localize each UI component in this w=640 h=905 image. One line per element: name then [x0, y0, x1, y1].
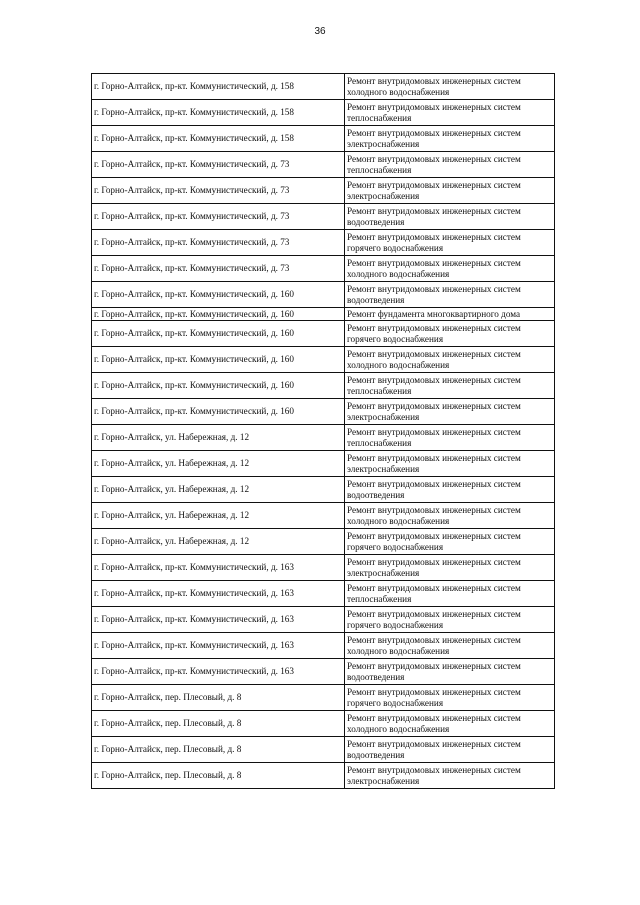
table-row [92, 477, 555, 503]
address-cell: г. Горно-Алтайск, пр-кт. Коммунистический, д. 163 [92, 607, 345, 633]
table-row [92, 685, 555, 711]
work-type-cell: Ремонт внутридомовых инженерных систем холодного водоснабжения [345, 711, 555, 737]
table-row [92, 282, 555, 308]
address-cell: г. Горно-Алтайск, ул. Набережная, д. 12 [92, 503, 345, 529]
table-row [92, 581, 555, 607]
work-type-cell: Ремонт внутридомовых инженерных систем теплоснабжения [345, 152, 555, 178]
address-cell: г. Горно-Алтайск, пр-кт. Коммунистический, д. 73 [92, 256, 345, 282]
work-type-cell: Ремонт внутридомовых инженерных систем электроснабжения [345, 399, 555, 425]
address-cell: г. Горно-Алтайск, пр-кт. Коммунистический, д. 160 [92, 347, 345, 373]
table-row [92, 178, 555, 204]
work-type-cell: Ремонт внутридомовых инженерных систем водоотведения [345, 204, 555, 230]
table-row [92, 737, 555, 763]
address-cell: г. Горно-Алтайск, пер. Плесовый, д. 8 [92, 763, 345, 789]
work-type-cell: Ремонт внутридомовых инженерных систем теплоснабжения [345, 100, 555, 126]
table-row [92, 373, 555, 399]
work-type-cell: Ремонт внутридомовых инженерных систем горячего водоснабжения [345, 321, 555, 347]
address-cell: г. Горно-Алтайск, ул. Набережная, д. 12 [92, 529, 345, 555]
address-cell: г. Горно-Алтайск, пр-кт. Коммунистический, д. 73 [92, 152, 345, 178]
work-type-cell: Ремонт внутридомовых инженерных систем холодного водоснабжения [345, 503, 555, 529]
work-type-cell: Ремонт внутридомовых инженерных систем электроснабжения [345, 126, 555, 152]
work-type-cell: Ремонт внутридомовых инженерных систем водоотведения [345, 737, 555, 763]
work-type-cell: Ремонт внутридомовых инженерных систем теплоснабжения [345, 581, 555, 607]
work-type-cell: Ремонт внутридомовых инженерных систем холодного водоснабжения [345, 256, 555, 282]
table-row [92, 503, 555, 529]
address-cell: г. Горно-Алтайск, пр-кт. Коммунистический, д. 163 [92, 659, 345, 685]
table-row [92, 399, 555, 425]
table-row [92, 763, 555, 789]
work-type-cell: Ремонт внутридомовых инженерных систем горячего водоснабжения [345, 607, 555, 633]
work-type-cell: Ремонт внутридомовых инженерных систем холодного водоснабжения [345, 347, 555, 373]
work-type-cell: Ремонт внутридомовых инженерных систем электроснабжения [345, 178, 555, 204]
work-type-cell: Ремонт внутридомовых инженерных систем холодного водоснабжения [345, 633, 555, 659]
table-row [92, 308, 555, 321]
address-cell: г. Горно-Алтайск, пр-кт. Коммунистический, д. 160 [92, 373, 345, 399]
address-cell: г. Горно-Алтайск, пр-кт. Коммунистический, д. 160 [92, 321, 345, 347]
table-row [92, 100, 555, 126]
address-cell: г. Горно-Алтайск, пр-кт. Коммунистический, д. 160 [92, 399, 345, 425]
work-type-cell: Ремонт фундамента многоквартирного дома [345, 308, 555, 321]
works-table [91, 73, 555, 789]
table-row [92, 555, 555, 581]
table-row [92, 659, 555, 685]
page-number: 36 [314, 26, 326, 37]
address-cell: г. Горно-Алтайск, пр-кт. Коммунистический, д. 163 [92, 555, 345, 581]
table-row [92, 711, 555, 737]
work-type-cell: Ремонт внутридомовых инженерных систем холодного водоснабжения [345, 74, 555, 100]
table-row [92, 126, 555, 152]
table-row [92, 204, 555, 230]
work-type-cell: Ремонт внутридомовых инженерных систем электроснабжения [345, 451, 555, 477]
table-row [92, 633, 555, 659]
work-type-cell: Ремонт внутридомовых инженерных систем водоотведения [345, 282, 555, 308]
address-cell: г. Горно-Алтайск, пр-кт. Коммунистический, д. 158 [92, 126, 345, 152]
address-cell: г. Горно-Алтайск, пр-кт. Коммунистический, д. 163 [92, 633, 345, 659]
address-cell: г. Горно-Алтайск, ул. Набережная, д. 12 [92, 477, 345, 503]
table-row [92, 152, 555, 178]
address-cell: г. Горно-Алтайск, пр-кт. Коммунистический, д. 160 [92, 282, 345, 308]
address-cell: г. Горно-Алтайск, ул. Набережная, д. 12 [92, 451, 345, 477]
address-cell: г. Горно-Алтайск, пр-кт. Коммунистический, д. 73 [92, 204, 345, 230]
work-type-cell: Ремонт внутридомовых инженерных систем теплоснабжения [345, 425, 555, 451]
work-type-cell: Ремонт внутридомовых инженерных систем электроснабжения [345, 555, 555, 581]
table-row [92, 74, 555, 100]
address-cell: г. Горно-Алтайск, пр-кт. Коммунистический, д. 158 [92, 74, 345, 100]
address-cell: г. Горно-Алтайск, пер. Плесовый, д. 8 [92, 711, 345, 737]
work-type-cell: Ремонт внутридомовых инженерных систем электроснабжения [345, 763, 555, 789]
table-row [92, 451, 555, 477]
address-cell: г. Горно-Алтайск, пер. Плесовый, д. 8 [92, 737, 345, 763]
address-cell: г. Горно-Алтайск, пр-кт. Коммунистический, д. 160 [92, 308, 345, 321]
address-cell: г. Горно-Алтайск, пер. Плесовый, д. 8 [92, 685, 345, 711]
address-cell: г. Горно-Алтайск, пр-кт. Коммунистический, д. 163 [92, 581, 345, 607]
table-row [92, 425, 555, 451]
table-row [92, 529, 555, 555]
table-row [92, 256, 555, 282]
work-type-cell: Ремонт внутридомовых инженерных систем теплоснабжения [345, 373, 555, 399]
works-table-body [92, 74, 555, 789]
work-type-cell: Ремонт внутридомовых инженерных систем водоотведения [345, 659, 555, 685]
work-type-cell: Ремонт внутридомовых инженерных систем водоотведения [345, 477, 555, 503]
work-type-cell: Ремонт внутридомовых инженерных систем горячего водоснабжения [345, 230, 555, 256]
table-row [92, 347, 555, 373]
work-type-cell: Ремонт внутридомовых инженерных систем горячего водоснабжения [345, 529, 555, 555]
address-cell: г. Горно-Алтайск, пр-кт. Коммунистический, д. 73 [92, 178, 345, 204]
table-row [92, 321, 555, 347]
table-row [92, 230, 555, 256]
work-type-cell: Ремонт внутридомовых инженерных систем горячего водоснабжения [345, 685, 555, 711]
address-cell: г. Горно-Алтайск, ул. Набережная, д. 12 [92, 425, 345, 451]
table-row [92, 607, 555, 633]
address-cell: г. Горно-Алтайск, пр-кт. Коммунистический, д. 158 [92, 100, 345, 126]
address-cell: г. Горно-Алтайск, пр-кт. Коммунистический, д. 73 [92, 230, 345, 256]
